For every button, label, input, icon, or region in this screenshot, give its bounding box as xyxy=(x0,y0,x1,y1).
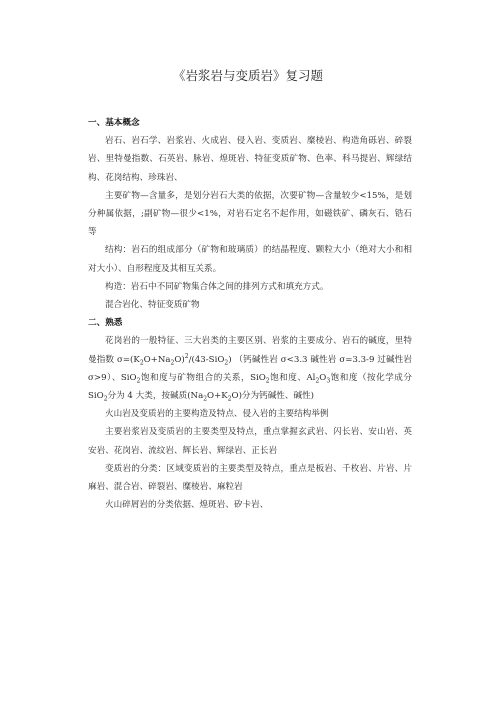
document-body xyxy=(88,114,412,514)
document-title: 《岩浆岩与变质岩》复习题 xyxy=(172,68,323,83)
classification-paragraph: 变质岩的分类：区域变质岩的主要类型及特点，重点是板岩、千枚岩、片岩、片麻岩、混合岩、碎裂岩、糜棱岩、麻粒岩 xyxy=(88,463,412,493)
pyroclastic-paragraph: 火山碎屑岩的分类依据、煌斑岩、矽卡岩、 xyxy=(105,500,269,511)
misc-terms-paragraph: 混合岩化、特征变质矿物 xyxy=(105,300,200,311)
terms-paragraph: 岩石、岩石学、岩浆岩、火成岩、侵入岩、变质岩、糜棱岩、构造角砾岩、碎裂岩、里特曼指数、石英岩、脉岩、煌斑岩、特征变质矿物、色率、科马提岩、辉绿结构、花岗结构、珍珠岩、 xyxy=(88,136,412,183)
section-heading-familiar: 二、熟悉 xyxy=(88,318,123,329)
structure-paragraph: 结构：岩石的组成部分（矿物和玻璃质）的结晶程度、颗粒大小（绝对大小和相对大小）、自形程度及其相互关系。 xyxy=(88,245,412,274)
section-heading-basic-concepts: 一、基本概念 xyxy=(88,118,140,128)
familiar-paragraph: 花岗岩的一般特征、三大岩类的主要区别、岩浆的主要成分、岩石的碱度，里特曼指数 $\sigma=(K_2O+Na_2O)^2/(43-SiO_2)$ （钙碱性岩 σ<3.3 碱性岩 σ=3.3-9 过碱性岩 σ>9）、SiO$_2$饱和度与矿物组合的关系，SiO$_2$饱和度、$Al_2O_3$饱和度（按化学成分 SiO$_2$分为 4 大类，按碱质$(Na_2O+K_2O)$分为钙碱性、碱性) xyxy=(88,336,412,403)
texture-paragraph: 构造：岩石中不同矿物集合体之间的排列方式和填充方式。 xyxy=(105,281,329,292)
volcanic-paragraph: 火山岩及变质岩的主要构造及特点、侵入岩的主要结构举例 xyxy=(105,409,329,420)
types-paragraph: 主要岩浆岩及变质岩的主要类型及特点，重点掌握玄武岩、闪长岩、安山岩、英安岩、花岗岩、流纹岩、辉长岩、辉绿岩、正长岩 xyxy=(88,427,412,456)
minerals-paragraph: 主要矿物—含量多，是划分岩石大类的依据，次要矿物—含量较少<15%，是划分种属依据，;副矿物—很少<1%，对岩石定名不起作用，如磁铁矿、磷灰石、锆石等 xyxy=(88,190,412,238)
